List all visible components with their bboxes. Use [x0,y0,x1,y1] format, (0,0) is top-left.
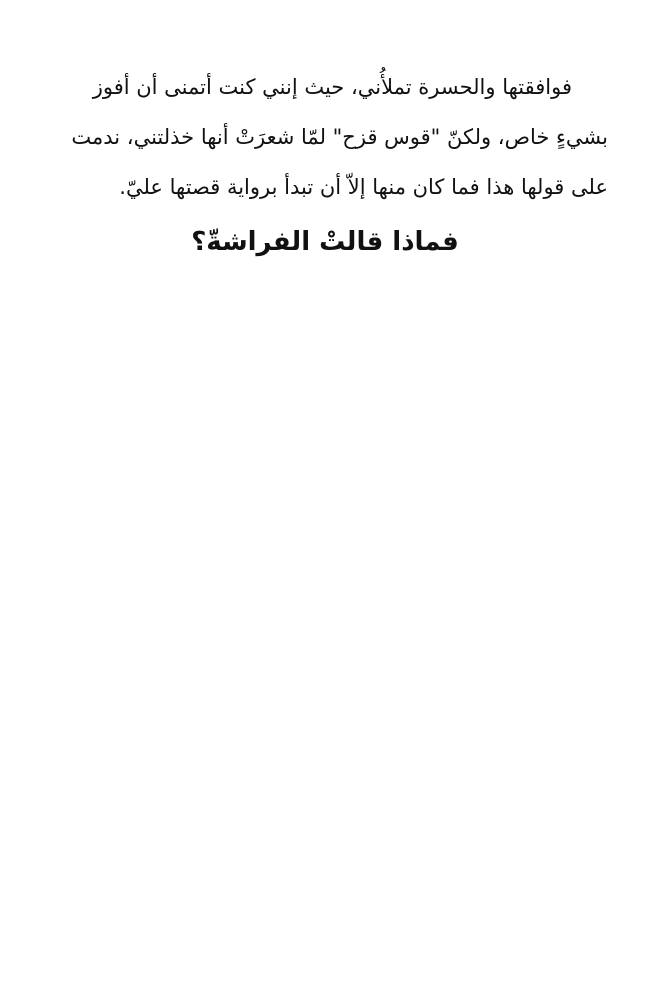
paragraph-line-1: فوافقتها والحسرة تملأُني، حيث إنني كنت أتمنى أن أفوز [92,75,572,99]
section-heading: فماذا قالتْ الفراشةّ؟ [191,227,459,257]
paragraph-line-3: على قولها هذا فما كان منها إلاّ أن تبدأ برواية قصتها عليّ. [119,175,608,199]
body-paragraph [40,62,608,212]
paragraph-line-2: بشيءٍ خاص، ولكنّ "قوس قزح" لمّا شعرَتْ أنها خذلتني، ندمت [71,125,608,149]
